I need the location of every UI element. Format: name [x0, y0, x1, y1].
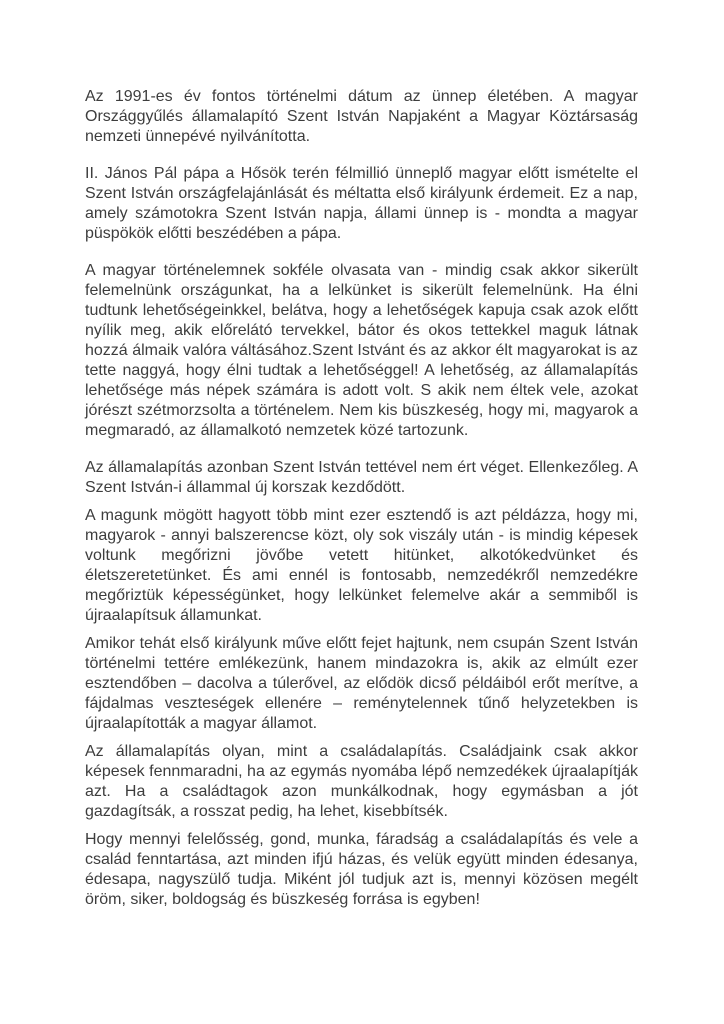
paragraph: Az államalapítás azonban Szent István tettével nem ért véget. Ellenkezőleg. A Szent István-i állammal új korszak kezdődött.: [85, 459, 638, 496]
paragraph: Hogy mennyi felelősség, gond, munka, fáradság a családalapítás és vele a család fenntartása, azt minden ifjú házas, és velük együtt minden édesanya, édesapa, nagyszülő tudja. Miként jól tudjuk azt is, mennyi közösen megélt öröm, siker, boldogság és büszkeség forrása is egyben!: [85, 831, 638, 908]
paragraph: Amikor tehát első királyunk műve előtt fejet hajtunk, nem csupán Szent István történelmi tettére emlékezünk, hanem mindazokra is, akik az elmúlt ezer esztendőben – dacolva a túlerővel, az elődök dicső példáiból erőt merítve, a fájdalmas veszteségek ellenére – reménytelennek tűnő helyzetekben is újraalapították a magyar államot.: [85, 635, 638, 732]
paragraph: A magyar történelemnek sokféle olvasata van - mindig csak akkor sikerült felemelnünk országunkat, ha a lelkünket is sikerült felemelnünk. Ha élni tudtunk lehetőségeinkkel, belátva, hogy a lehetőségek kapuja csak azok előtt nyílik meg, akik előrelátó tervekkel, bátor és okos tettekkel maguk látnak hozzá álmaik valóra váltásához.Szent Istvánt és az akkor élt magyarokat is az tette naggyá, hogy élni tudtak a lehetőséggel! A lehetőség, az államalapítás lehetősége más népek számára is adott volt. S akik nem éltek vele, azokat jórészt szétmorzsolta a történelem. Nem kis büszkeség, hogy mi, magyarok a megmaradó, az államalkotó nemzetek közé tartozunk.: [85, 262, 638, 439]
paragraph: Az államalapítás olyan, mint a családalapítás. Családjaink csak akkor képesek fennmaradni, ha az egymás nyomába lépő nemzedékek újraalapítják azt. Ha a családtagok azon munkálkodnak, hogy egymásban a jót gazdagítsák, a rosszat pedig, ha lehet, kisebbítsék.: [85, 743, 638, 820]
paragraph: Az 1991-es év fontos történelmi dátum az ünnep életében. A magyar Országgyűlés államalapító Szent István Napjaként a Magyar Köztársaság nemzeti ünnepévé nyilvánította.: [85, 88, 638, 145]
document-text-body: [85, 87, 638, 910]
paragraph: II. János Pál pápa a Hősök terén félmillió ünneplő magyar előtt ismételte el Szent István országfelajánlását és méltatta első királyunk érdemeit. Ez a nap, amely számotokra Szent István napja, állami ünnep is - mondta a magyar püspökök előtti beszédében a pápa.: [85, 165, 638, 242]
paragraph: A magunk mögött hagyott több mint ezer esztendő is azt példázza, hogy mi, magyarok - annyi balszerencse közt, oly sok viszály után - is mindig képesek voltunk megőrizni jövőbe vetett hitünket, alkotókedvünket és életszeretetünket. És ami ennél is fontosabb, nemzedékről nemzedékre megőriztük képességünket, hogy lelkünket felemelve akár a semmiből is újraalapítsuk államunkat.: [85, 507, 638, 624]
